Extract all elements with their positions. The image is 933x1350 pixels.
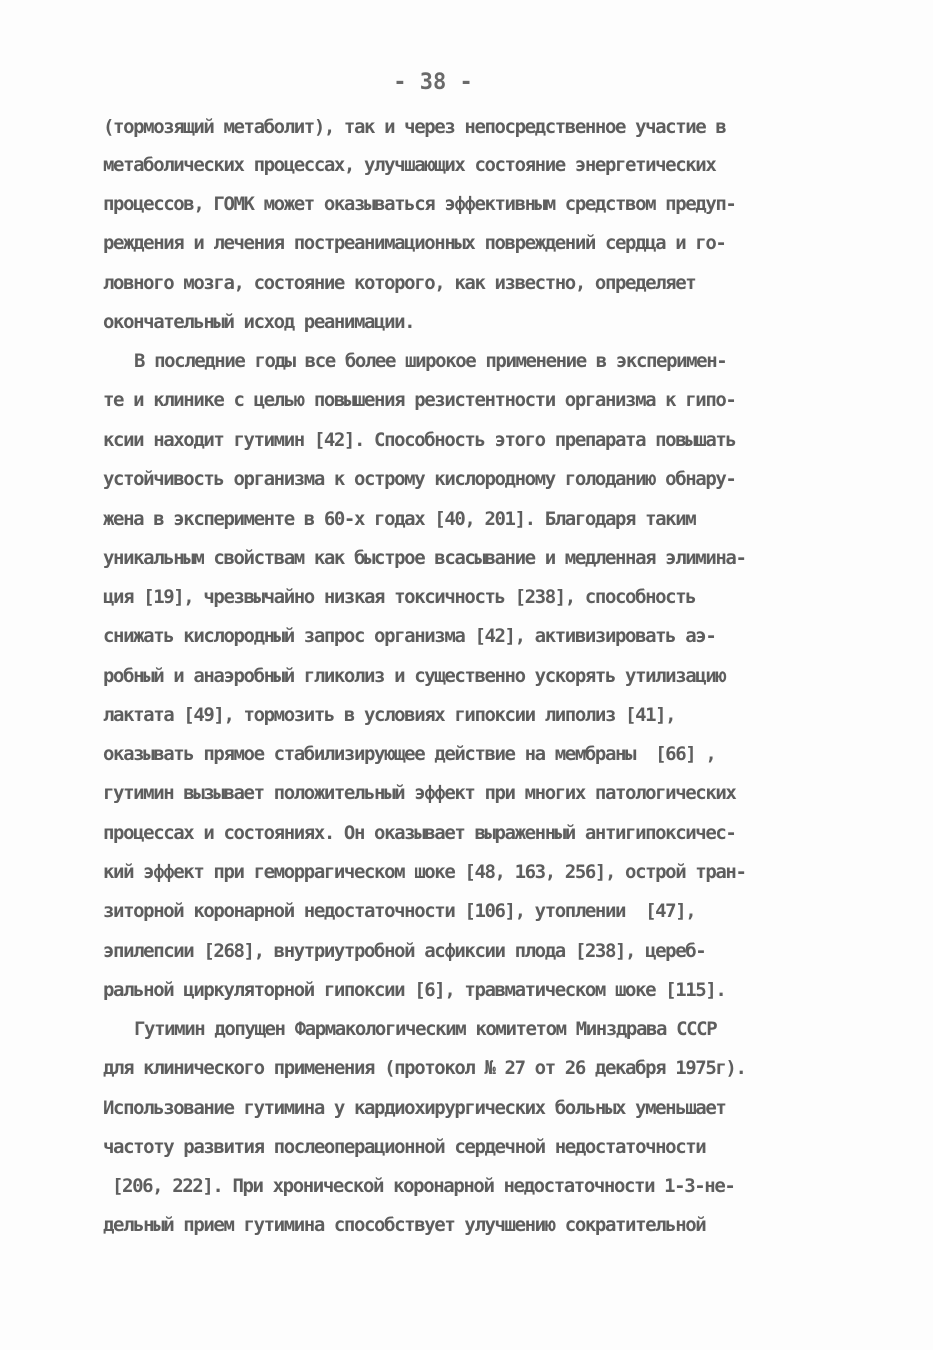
text-line: устойчивость организма к острому кислородному голоданию обнару- <box>103 468 736 490</box>
text-line: (тормозящий метаболит), так и через непосредственное участие в <box>103 116 726 138</box>
text-line: [206, 222]. При хронической коронарной недостаточности 1-3-не- <box>112 1175 735 1197</box>
text-line: кий эффект при геморрагическом шоке [48, 163, 256], острой тран- <box>103 861 746 883</box>
text-line: зиторной коронарной недостаточности [106], утоплении [47], <box>103 900 696 922</box>
text-line: дельный прием гутимина способствует улучшению сократительной <box>103 1214 706 1236</box>
text-line: ксии находит гутимин [42]. Способность этого препарата повышать <box>103 429 736 451</box>
text-line: уникальным свойствам как быстрое всасывание и медленная элимина- <box>103 547 746 569</box>
text-line: эпилепсии [268], внутриутробной асфиксии плода [238], цереб- <box>103 940 706 962</box>
text-line: ция [19], чрезвычайно низкая токсичность [238], способность <box>103 586 696 608</box>
text-line: ральной циркуляторной гипоксии [6], травматическом шоке [115]. <box>103 979 726 1001</box>
text-line: Гутимин допущен Фармакологическим комитетом Минздрава СССР <box>134 1018 717 1040</box>
text-line: метаболических процессах, улучшающих состояние энергетических <box>103 154 716 176</box>
text-line: процессах и состояниях. Он оказывает выраженный антигипоксичес- <box>103 822 736 844</box>
text-line: ловного мозга, состояние которого, как известно, определяет <box>103 272 696 294</box>
text-line: для клинического применения (протокол № 27 от 26 декабря 1975г). <box>103 1057 746 1079</box>
text-line: частоту развития послеоперационной сердечной недостаточности <box>103 1136 706 1158</box>
text-line: реждения и лечения постреанимационных повреждений сердца и го- <box>103 232 726 254</box>
text-line: лактата [49], тормозить в условиях гипоксии липолиз [41], <box>103 704 676 726</box>
text-line: Использование гутимина у кардиохирургических больных уменьшает <box>103 1097 726 1119</box>
text-line: жена в эксперименте в 60-х годах [40, 201]. Благодаря таким <box>103 508 696 530</box>
page-number: - 38 - <box>393 70 473 95</box>
text-line: робный и анаэробный гликолиз и существенно ускорять утилизацию <box>103 665 726 687</box>
text-line: те и клинике с целью повышения резистентности организма к гипо- <box>103 389 736 411</box>
text-line: снижать кислородный запрос организма [42], активизировать аэ- <box>103 625 716 647</box>
text-line: В последние годы все более широкое применение в эксперимен- <box>134 350 727 372</box>
text-line: гутимин вызывает положительный эффект при многих патологических <box>103 782 736 804</box>
text-line: оказывать прямое стабилизирующее действие на мембраны [66] , <box>103 743 716 765</box>
text-line: окончательный исход реанимации. <box>103 311 415 333</box>
text-line: процессов, ГОМК может оказываться эффективным средством предуп- <box>103 193 736 215</box>
